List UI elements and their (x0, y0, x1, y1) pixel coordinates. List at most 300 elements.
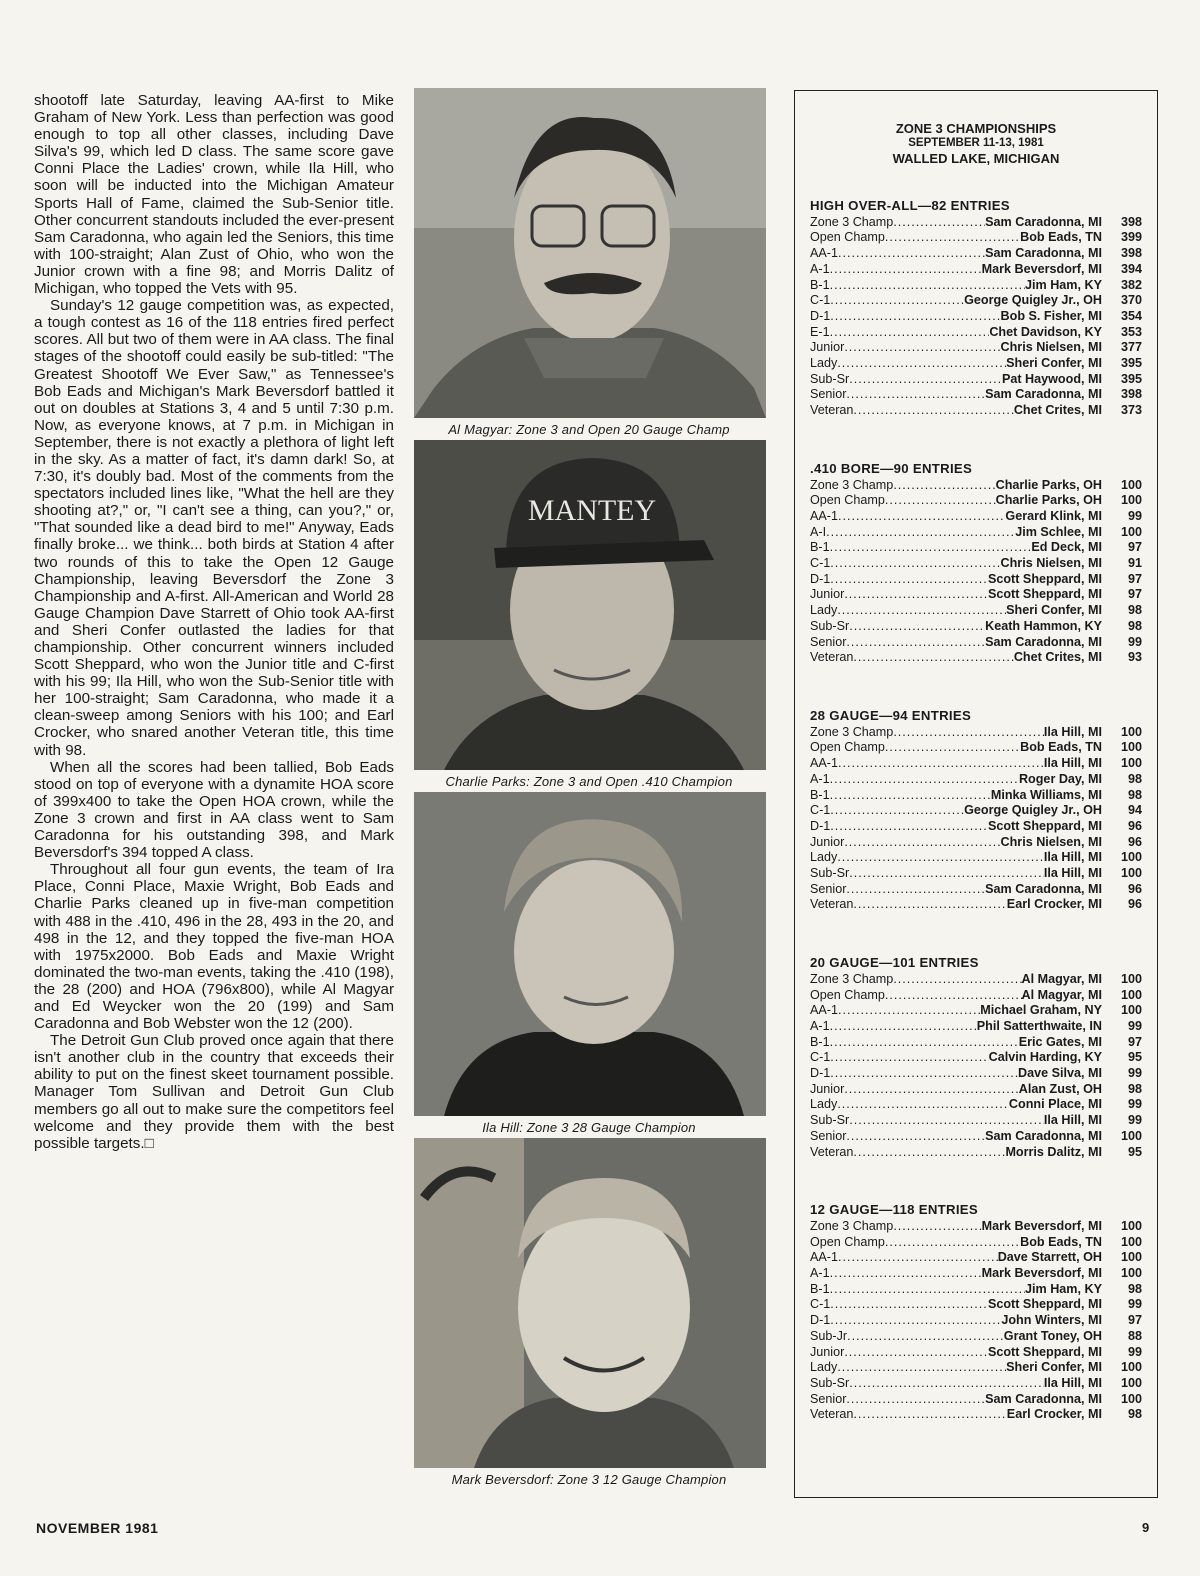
dot-leader (846, 387, 985, 403)
score: 353 (1120, 324, 1142, 339)
dot-leader (830, 1266, 982, 1282)
results-header (795, 121, 1157, 166)
score: 100 (1120, 740, 1142, 755)
photo-al-magyar (414, 88, 766, 418)
score: 100 (1120, 971, 1142, 986)
dot-leader (830, 572, 988, 588)
photo-caption: Charlie Parks: Zone 3 and Open .410 Champion (445, 774, 733, 789)
winner-name: Bob Eads, TN (1020, 1234, 1102, 1249)
dot-leader (844, 1345, 988, 1361)
winner-name: George Quigley Jr., OH (964, 803, 1102, 818)
score: 100 (1120, 1250, 1142, 1265)
score: 98 (1127, 1281, 1142, 1296)
result-row (810, 1082, 1142, 1098)
result-row (810, 293, 1142, 309)
result-row (810, 725, 1142, 741)
score: 373 (1120, 403, 1142, 418)
score: 88 (1127, 1328, 1142, 1343)
dot-leader (885, 740, 1020, 756)
score: 99 (1127, 1018, 1142, 1033)
score: 99 (1127, 1066, 1142, 1081)
dot-leader (846, 1129, 985, 1145)
dot-leader (837, 1360, 1006, 1376)
winner-name: Chris Nielsen, MI (1000, 556, 1102, 571)
dot-leader (830, 262, 982, 278)
winner-name: Ila Hill, MI (1043, 1376, 1102, 1390)
result-row (810, 278, 1142, 294)
results-box (794, 90, 1158, 1498)
winner-name: Ed Deck, MI (1031, 540, 1102, 555)
class-label: Senior (810, 1128, 847, 1143)
article-body (34, 92, 394, 1152)
photo-caption: Al Magyar: Zone 3 and Open 20 Gauge Champ (448, 422, 730, 437)
class-label: Open Champ (810, 493, 885, 508)
dot-leader (893, 478, 995, 494)
winner-name: Mark Beversdorf, MI (981, 261, 1102, 276)
class-label: Sub-Sr (810, 1376, 850, 1390)
score: 398 (1120, 246, 1142, 261)
winner-name: Sam Caradonna, MI (985, 881, 1102, 896)
result-row (810, 1113, 1142, 1129)
score: 99 (1127, 508, 1142, 523)
score: 99 (1127, 1113, 1142, 1128)
winner-name: Morris Dalitz, MI (1005, 1144, 1102, 1159)
score: 100 (1120, 477, 1142, 492)
winner-name: Bob Eads, TN (1020, 230, 1102, 245)
class-label: A-1 (810, 261, 830, 276)
winner-name: Calvin Harding, KY (988, 1050, 1102, 1065)
dot-leader (830, 1019, 977, 1035)
class-label: C-1 (810, 293, 831, 308)
score: 96 (1127, 818, 1142, 833)
dot-leader (830, 788, 991, 804)
class-label: C-1 (810, 803, 831, 818)
class-label: C-1 (810, 556, 831, 571)
event-title: .410 BORE—90 ENTRIES (810, 460, 973, 476)
dot-leader (885, 988, 1022, 1004)
event-title: 28 GAUGE—94 ENTRIES (810, 707, 972, 723)
result-row (810, 262, 1142, 278)
score: 394 (1120, 261, 1142, 276)
winner-name: Keath Hammon, KY (985, 618, 1102, 633)
class-label: Open Champ (810, 1234, 885, 1249)
result-row (810, 387, 1142, 403)
portrait-image (414, 88, 766, 418)
score: 395 (1120, 371, 1142, 386)
winner-name: Scott Sheppard, MI (987, 818, 1102, 833)
class-label: Zone 3 Champ (810, 971, 894, 986)
dot-leader (830, 325, 990, 341)
class-label: D-1 (810, 1066, 831, 1081)
dot-leader (838, 509, 1005, 525)
dot-leader (830, 293, 964, 309)
winner-name: Phil Satterthwaite, IN (976, 1018, 1102, 1033)
winner-name: Sheri Confer, MI (1006, 356, 1102, 371)
result-row (810, 1219, 1142, 1235)
dot-leader (837, 603, 1006, 619)
result-row (810, 1035, 1142, 1051)
score: 98 (1127, 1407, 1142, 1422)
class-label: AA-1 (810, 1250, 838, 1265)
photo-charlie-parks (414, 440, 766, 770)
result-row (810, 403, 1142, 419)
score: 95 (1127, 1144, 1142, 1159)
class-label: Junior (810, 1344, 845, 1359)
result-row (810, 972, 1142, 988)
photo-ila-hill (414, 792, 766, 1116)
winner-name: Sheri Confer, MI (1006, 603, 1102, 618)
class-label: B-1 (810, 540, 830, 555)
result-row (810, 603, 1142, 619)
result-row (810, 325, 1142, 341)
event-section (810, 198, 1142, 419)
dot-leader (849, 1113, 1044, 1129)
result-row (810, 246, 1142, 262)
winner-name: Bob S. Fisher, MI (1000, 308, 1102, 323)
dot-leader (853, 403, 1013, 419)
winner-name: Scott Sheppard, MI (987, 587, 1102, 602)
score: 395 (1120, 356, 1142, 371)
winner-name: Jim Schlee, MI (1015, 524, 1102, 539)
event-section (810, 955, 1142, 1160)
score: 100 (1120, 1376, 1142, 1390)
result-row (810, 635, 1142, 651)
dot-leader (853, 1407, 1006, 1423)
class-label: D-1 (810, 818, 831, 833)
dot-leader (830, 309, 1000, 325)
dot-leader (830, 1035, 1019, 1051)
result-row (810, 988, 1142, 1004)
score: 98 (1127, 603, 1142, 618)
class-label: A-1 (810, 1266, 830, 1281)
dot-leader (846, 882, 985, 898)
score: 399 (1120, 230, 1142, 245)
dot-leader (849, 1376, 1044, 1392)
score: 100 (1120, 724, 1142, 739)
score: 94 (1127, 803, 1142, 818)
article-paragraph: Sunday's 12 gauge competition was, as expected, a tough contest as 16 of the 118 entries fired perfect scores. All but two of them were in AA class. The final stages of the shootoff could easily be sub-titled: "The Greatest Shootoff We Ever Saw," as Tennessee's Bob Eads and Michigan's Mark Beversdorf battled it out on doubles at Stations 3, 4 and 5 until 7:30 p.m. Now, as everyone knows, at 7 p.m. in Michigan in September, there is not exactly a plethora of light left in the sky. As a matter of fact, it's damn dark! So, at 7:30, it's doubly bad. Most of the comments from the spectators included lines like, "What the hell are they shooting at?," or, "I can't see a thing, can you?," or, "That sounded like a dead bird to me!" Anyway, Eads finally broke... we think... both birds at Station 4 after two rounds of this to take the Open 12 Gauge Championship, leaving Beversdorf the Zone 3 Championship and A-first. All-American and World 28 Gauge Champion Dave Starrett of Ohio took AA-first and Sheri Confer outlasted the ladies for that championship. Other concurrent winners included Scott Sheppard, who won the Junior title and C-first with his 99; Ila Hill, who won the Sub-Senior title with her 100-straight; Sam Caradonna, who made it a clean-sweep among Seniors with his 100; and Earl Crocker, who snared another Veteran title, this time with 98. (34, 297, 394, 759)
event-section (810, 708, 1142, 913)
winner-name: Chris Nielsen, MI (1000, 834, 1102, 849)
score: 100 (1120, 850, 1142, 865)
class-label: Veteran (810, 1144, 854, 1159)
class-label: Senior (810, 634, 847, 649)
score: 382 (1120, 277, 1142, 292)
class-label: Sub-Jr (810, 1328, 848, 1343)
winner-name: Earl Crocker, MI (1006, 897, 1102, 912)
winner-name: Scott Sheppard, MI (987, 1344, 1102, 1359)
article-paragraph: Throughout all four gun events, the team of Ira Place, Conni Place, Maxie Wright, Bob Eads and Charlie Parks cleaned up in five-man competition with 488 in the .410, 496 in the 28, 493 in the 20, and 498 in the 12, and they topped the five-man HOA with 1975x2000. Bob Eads and Maxie Wright dominated the two-man events, taking the .410 (198), the 28 (200) and HOA (796x800), while Al Magyar and Ed Weycker won the 20 (199) and Sam Caradonna and Bob Webster won the 12 (200). (34, 861, 394, 1033)
class-label: Sub-Sr (810, 1113, 850, 1128)
event-title: HIGH OVER-ALL—82 ENTRIES (810, 198, 1010, 213)
class-label: Lady (810, 850, 838, 865)
class-label: Senior (810, 1391, 847, 1406)
winner-name: Mark Beversdorf, MI (981, 1266, 1102, 1281)
winner-name: Chris Nielsen, MI (1000, 340, 1102, 355)
result-row (810, 897, 1142, 913)
result-row (810, 1345, 1142, 1361)
class-label: Junior (810, 834, 845, 849)
winner-name: Grant Toney, OH (1003, 1328, 1102, 1343)
score: 96 (1127, 834, 1142, 849)
class-label: Veteran (810, 1407, 854, 1422)
result-row (810, 1313, 1142, 1329)
score: 100 (1120, 1234, 1142, 1249)
dot-leader (837, 356, 1006, 372)
event-title: 20 GAUGE—101 ENTRIES (810, 955, 979, 971)
result-row (810, 215, 1142, 231)
article-paragraph: The Detroit Gun Club proved once again that there isn't another club in the country that exceeds their ability to put on the finest skeet tournament possible. Manager Tom Sullivan and Detroit Gun Club members go all out to make sure the competitors feel welcome and they provide them with the best possible targets.□ (34, 1032, 394, 1152)
score: 100 (1120, 1128, 1142, 1143)
result-row (810, 1066, 1142, 1082)
class-label: B-1 (810, 1034, 830, 1049)
result-row (810, 1266, 1142, 1282)
class-label: Senior (810, 387, 847, 402)
winner-name: Dave Silva, MI (1018, 1066, 1102, 1081)
dot-leader (893, 1219, 981, 1235)
score: 100 (1120, 493, 1142, 508)
result-row (810, 1360, 1142, 1376)
score: 97 (1127, 540, 1142, 555)
score: 97 (1127, 1313, 1142, 1328)
class-label: B-1 (810, 1281, 830, 1296)
class-label: Zone 3 Champ (810, 477, 894, 492)
dot-leader (893, 725, 1044, 741)
result-row (810, 619, 1142, 635)
class-label: Sub-Sr (810, 866, 850, 881)
winner-name: Al Magyar, MI (1021, 971, 1102, 986)
result-row (810, 1129, 1142, 1145)
class-label: Junior (810, 1081, 845, 1096)
dot-leader (826, 525, 1015, 541)
results-title: ZONE 3 CHAMPIONSHIPS (895, 121, 1057, 136)
winner-name: Sam Caradonna, MI (985, 1391, 1102, 1406)
result-row (810, 540, 1142, 556)
result-row (810, 1407, 1142, 1423)
class-label: Lady (810, 603, 838, 618)
result-row (810, 509, 1142, 525)
score: 98 (1127, 1081, 1142, 1096)
winner-name: Dave Starrett, OH (997, 1250, 1102, 1265)
results-location: WALLED LAKE, MICHIGAN (892, 151, 1060, 166)
class-label: Veteran (810, 650, 854, 665)
winner-name: George Quigley Jr., OH (964, 293, 1102, 308)
class-label: B-1 (810, 787, 830, 802)
dot-leader (846, 1392, 985, 1408)
result-row (810, 835, 1142, 851)
dot-leader (844, 340, 1000, 356)
result-row (810, 650, 1142, 666)
class-label: E-1 (810, 324, 830, 339)
winner-name: Conni Place, MI (1008, 1097, 1102, 1112)
photo-caption: Mark Beversdorf: Zone 3 12 Gauge Champion (451, 1472, 727, 1487)
dot-leader (853, 1145, 1005, 1161)
winner-name: Chet Davidson, KY (989, 324, 1102, 339)
score: 98 (1127, 618, 1142, 633)
winner-name: Scott Sheppard, MI (987, 571, 1102, 586)
dot-leader (830, 772, 1019, 788)
dot-leader (885, 230, 1020, 246)
dot-leader (893, 972, 1021, 988)
result-row (810, 1097, 1142, 1113)
winner-name: Minka Williams, MI (990, 787, 1102, 802)
score: 99 (1127, 1344, 1142, 1359)
winner-name: Ila Hill, MI (1043, 756, 1102, 771)
dot-leader (830, 1297, 988, 1313)
class-label: AA-1 (810, 1003, 838, 1018)
result-row (810, 819, 1142, 835)
dot-leader (837, 1097, 1009, 1113)
dot-leader (830, 540, 1032, 556)
dot-leader (838, 1003, 980, 1019)
score: 354 (1120, 308, 1142, 323)
class-label: Veteran (810, 897, 854, 912)
results-events (795, 198, 1157, 1423)
winner-name: Charlie Parks, OH (995, 493, 1102, 508)
dot-leader (830, 1313, 1001, 1329)
score: 97 (1127, 1034, 1142, 1049)
class-label: Zone 3 Champ (810, 214, 894, 229)
winner-name: Charlie Parks, OH (995, 477, 1102, 492)
cap-logo-text: MANTEY (527, 494, 657, 527)
class-label: D-1 (810, 308, 831, 323)
result-row (810, 882, 1142, 898)
event-title: 12 GAUGE—118 ENTRIES (810, 1202, 978, 1218)
dot-leader (844, 587, 988, 603)
result-row (810, 850, 1142, 866)
result-row (810, 1019, 1142, 1035)
class-label: D-1 (810, 1313, 831, 1328)
result-row (810, 1003, 1142, 1019)
dot-leader (853, 650, 1013, 666)
dot-leader (847, 1329, 1004, 1345)
score: 95 (1127, 1050, 1142, 1065)
portrait-image (414, 1138, 766, 1468)
result-row (810, 587, 1142, 603)
class-label: Open Champ (810, 987, 885, 1002)
winner-name: Scott Sheppard, MI (987, 1297, 1102, 1312)
dot-leader (893, 215, 985, 231)
result-row (810, 572, 1142, 588)
dot-leader (830, 1282, 1025, 1298)
class-label: AA-1 (810, 756, 838, 771)
class-label: Zone 3 Champ (810, 1218, 894, 1233)
dot-leader (849, 372, 1002, 388)
winner-name: Sam Caradonna, MI (985, 1128, 1102, 1143)
class-label: Zone 3 Champ (810, 724, 894, 739)
result-row (810, 1376, 1142, 1392)
result-row (810, 803, 1142, 819)
winner-name: Ila Hill, MI (1043, 1113, 1102, 1128)
portrait-image (414, 792, 766, 1116)
dot-leader (844, 1082, 1018, 1098)
photo-mark-beversdorf (414, 1138, 766, 1468)
score: 100 (1120, 987, 1142, 1002)
result-row (810, 740, 1142, 756)
class-label: Lady (810, 1097, 838, 1112)
dot-leader (830, 1066, 1018, 1082)
result-row (810, 1235, 1142, 1251)
class-label: D-1 (810, 571, 831, 586)
result-row (810, 1050, 1142, 1066)
score: 91 (1127, 556, 1142, 571)
winner-name: Al Magyar, MI (1021, 987, 1102, 1002)
issue-date: NOVEMBER 1981 (36, 1520, 159, 1536)
dot-leader (885, 1235, 1020, 1251)
article-paragraph: shootoff late Saturday, leaving AA-first to Mike Graham of New York. Less than perfection was good enough to top all other classes, including Dave Silva's 99, which led D class. The same score gave Conni Place the Ladies' crown, while Ila Hill, who soon will be inducted into the Michigan Amateur Sports Hall of Fame, claimed the Sub-Senior title. Other concurrent standouts included the ever-present Sam Caradonna, who again led the Seniors, this time with 100-straight; Alan Zust of Ohio, who won the Junior crown with a fine 98; and Morris Dalitz of Michigan, who topped the Vets with 95. (34, 92, 394, 298)
score: 93 (1127, 650, 1142, 665)
winner-name: Mark Beversdorf, MI (981, 1218, 1102, 1233)
results-dates: SEPTEMBER 11-13, 1981 (908, 137, 1044, 149)
score: 377 (1120, 340, 1142, 355)
result-row (810, 525, 1142, 541)
score: 398 (1120, 214, 1142, 229)
score: 97 (1127, 571, 1142, 586)
winner-name: Michael Graham, NY (980, 1003, 1102, 1018)
event-section (810, 1202, 1142, 1423)
dot-leader (844, 835, 1000, 851)
dot-leader (837, 850, 1044, 866)
result-row (810, 866, 1142, 882)
score: 100 (1120, 1391, 1142, 1406)
score: 100 (1120, 1266, 1142, 1281)
winner-name: Chet Crites, MI (1013, 650, 1102, 665)
result-row (810, 356, 1142, 372)
winner-name: Chet Crites, MI (1013, 403, 1102, 418)
score: 96 (1127, 881, 1142, 896)
winner-name: Ila Hill, MI (1043, 866, 1102, 881)
winner-name: Sam Caradonna, MI (985, 214, 1102, 229)
winner-name: John Winters, MI (1001, 1313, 1102, 1328)
score: 97 (1127, 587, 1142, 602)
score: 100 (1120, 1218, 1142, 1233)
winner-name: Roger Day, MI (1018, 771, 1102, 786)
page-number: 9 (1142, 1520, 1150, 1535)
dot-leader (830, 556, 1000, 572)
event-section (810, 461, 1142, 666)
class-label: Open Champ (810, 230, 885, 245)
result-row (810, 309, 1142, 325)
class-label: Junior (810, 587, 845, 602)
result-row (810, 1297, 1142, 1313)
winner-name: Sheri Confer, MI (1006, 1360, 1102, 1375)
score: 98 (1127, 771, 1142, 786)
class-label: Lady (810, 1360, 838, 1375)
score: 99 (1127, 634, 1142, 649)
result-row (810, 1329, 1142, 1345)
class-label: A-1 (810, 1018, 830, 1033)
score: 370 (1120, 293, 1142, 308)
winner-name: Sam Caradonna, MI (985, 387, 1102, 402)
class-label: Junior (810, 340, 845, 355)
result-row (810, 756, 1142, 772)
class-label: AA-1 (810, 508, 838, 523)
winner-name: Ila Hill, MI (1043, 724, 1102, 739)
result-row (810, 1250, 1142, 1266)
dot-leader (838, 1250, 998, 1266)
score: 100 (1120, 756, 1142, 771)
score: 99 (1127, 1297, 1142, 1312)
class-label: B-1 (810, 277, 830, 292)
dot-leader (885, 493, 996, 509)
class-label: C-1 (810, 1050, 831, 1065)
result-row (810, 478, 1142, 494)
winner-name: Earl Crocker, MI (1006, 1407, 1102, 1422)
result-row (810, 772, 1142, 788)
result-row (810, 1145, 1142, 1161)
winner-name: Pat Haywood, MI (1001, 371, 1102, 386)
class-label: Senior (810, 881, 847, 896)
